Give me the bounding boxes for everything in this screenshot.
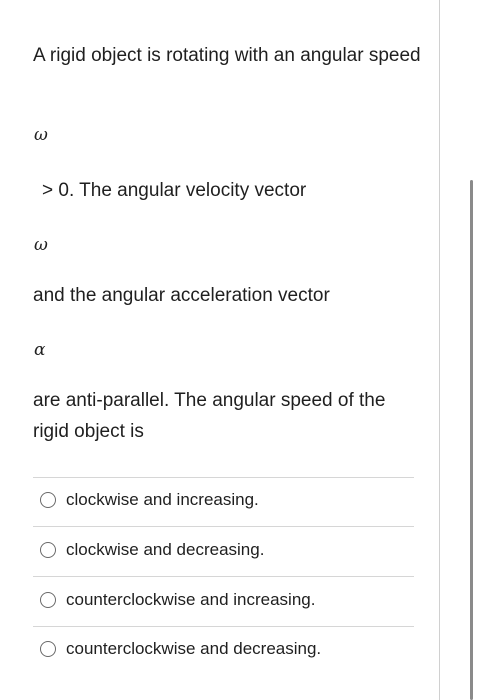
option-counterclockwise-decreasing[interactable] [40,637,321,661]
radio-button[interactable] [40,641,56,657]
omega-symbol: ω [34,125,48,145]
option-label: clockwise and decreasing. [66,540,265,559]
option-label: counterclockwise and decreasing. [66,639,322,658]
radio-button[interactable] [40,542,56,558]
question-text-part-2: > 0. The angular velocity vector [42,180,307,201]
scrollbar[interactable] [470,180,473,700]
radio-button[interactable] [40,592,56,608]
option-label: counterclockwise and increasing. [66,590,316,609]
alpha-symbol: α [34,340,46,360]
option-counterclockwise-increasing[interactable] [40,588,315,612]
divider [33,626,414,627]
option-clockwise-increasing[interactable] [40,488,259,512]
option-clockwise-decreasing[interactable] [40,538,264,562]
radio-button[interactable] [40,492,56,508]
divider [33,576,414,577]
option-label: clockwise and increasing. [66,490,259,509]
omega-vector-symbol: ω [34,235,48,255]
question-text-part-1: A rigid object is rotating with an angular speed [33,45,421,66]
divider [33,526,414,527]
divider [33,477,414,478]
question-text-part-3: and the angular acceleration vector [33,285,330,306]
question-text-part-4: are anti-parallel. The angular speed of the rigid object is [33,390,386,442]
